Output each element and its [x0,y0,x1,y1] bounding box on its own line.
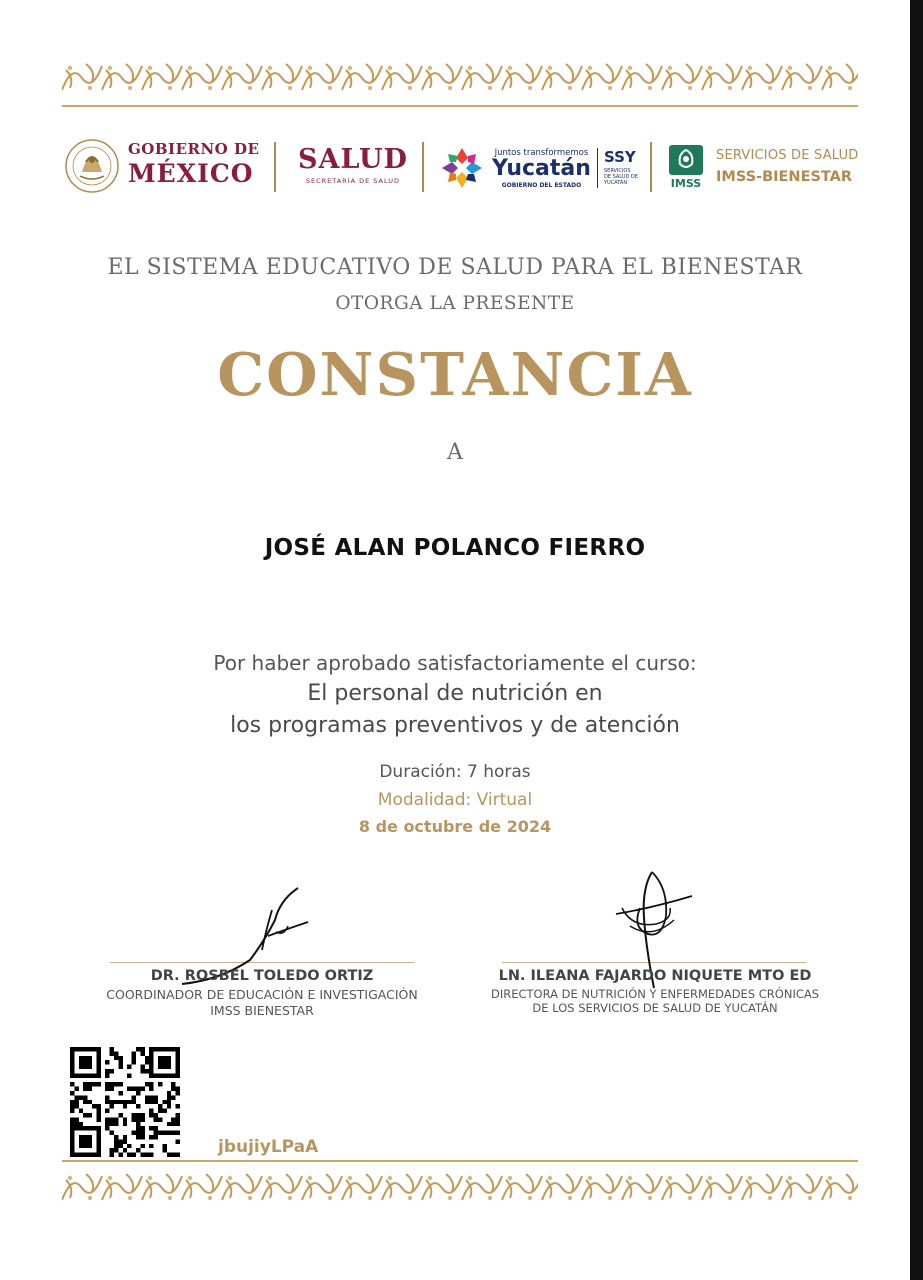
signer-2-role-line2: DE LOS SERVICIOS DE SALUD DE YUCATÁN [532,1001,778,1016]
certificate-title: CONSTANCIA [217,340,693,409]
logos-row [62,136,862,198]
yucatan-sub: GOBIERNO DEL ESTADO [501,182,582,189]
signer-1-role-line1: COORDINADOR DE EDUCACIÓN E INVESTIGACIÓN [106,987,418,1002]
ssy-title: SSY [604,148,636,166]
imss-icon-label: IMSS [670,177,702,190]
signer-1-name: DR. ROSBEL TOLEDO ORTIZ [150,968,374,984]
course-title-line1: El personal de nutrición en [307,681,603,706]
otorga-text: OTORGA LA PRESENTE [335,293,575,314]
logo-separator [597,148,598,188]
reason-text: Por haber aprobado satisfactoriamente el curso: [213,651,697,675]
signer-1-role [60,987,464,1018]
course-title-line2: los programas preventivos y de atención [230,713,680,738]
salud-title: SALUD [298,144,408,175]
verification-code: jbujiyLPaA [218,1137,319,1157]
gobierno-line2: MÉXICO [128,159,254,188]
signer-2-role [455,987,855,1016]
logo-separator [650,142,652,192]
signer-1-role-line2: IMSS BIENESTAR [210,1002,314,1018]
issuer-text: EL SISTEMA EDUCATIVO DE SALUD PARA EL BIENESTAR [107,255,803,280]
yucatan-text [492,148,591,189]
date-text: 8 de octubre de 2024 [358,817,552,836]
salud-logo [298,144,408,185]
bottom-ornament-band [62,1168,858,1208]
signer-2-name: LN. ILEANA FAJARDO NIQUETE MTO ED [498,968,812,984]
modality-text: Modalidad: Virtual [377,790,533,810]
salud-subtitle: SECRETARÍA DE SALUD [305,177,401,185]
signer-1-block [60,968,464,1018]
page-edge [910,0,923,1280]
yucatan-icon [438,144,486,192]
qr-code-image[interactable] [70,1047,180,1157]
top-ornament-band [62,58,858,98]
a-text: A [447,440,463,465]
imss-icon [668,144,704,190]
signer-2-block [455,968,855,1016]
ssy-sub: SERVICIOS DE SALUD DE YUCATÁN [604,168,638,186]
ssy-logo [604,148,638,186]
imss-line2: IMSS-BIENESTAR [716,169,853,185]
mexico-seal-icon [64,136,120,196]
yucatan-name: Yucatán [492,156,591,181]
top-divider [62,105,858,107]
bottom-divider [62,1160,858,1162]
imss-bienestar-text [716,148,859,185]
duration-text: Duración: 7 horas [379,762,531,782]
logo-separator [274,142,276,192]
recipient-name: JOSÉ ALAN POLANCO FIERRO [264,535,646,561]
gobierno-line1: GOBIERNO DE [128,140,260,158]
gobierno-mexico-text [128,142,259,186]
logo-separator [422,142,424,192]
imss-line1: SERVICIOS DE SALUD [716,148,859,163]
signer-2-role-line1: DIRECTORA DE NUTRICIÓN Y ENFERMEDADES CRÓNICAS [490,987,820,1001]
yucatan-tagline: Juntos transformemos [494,148,589,158]
